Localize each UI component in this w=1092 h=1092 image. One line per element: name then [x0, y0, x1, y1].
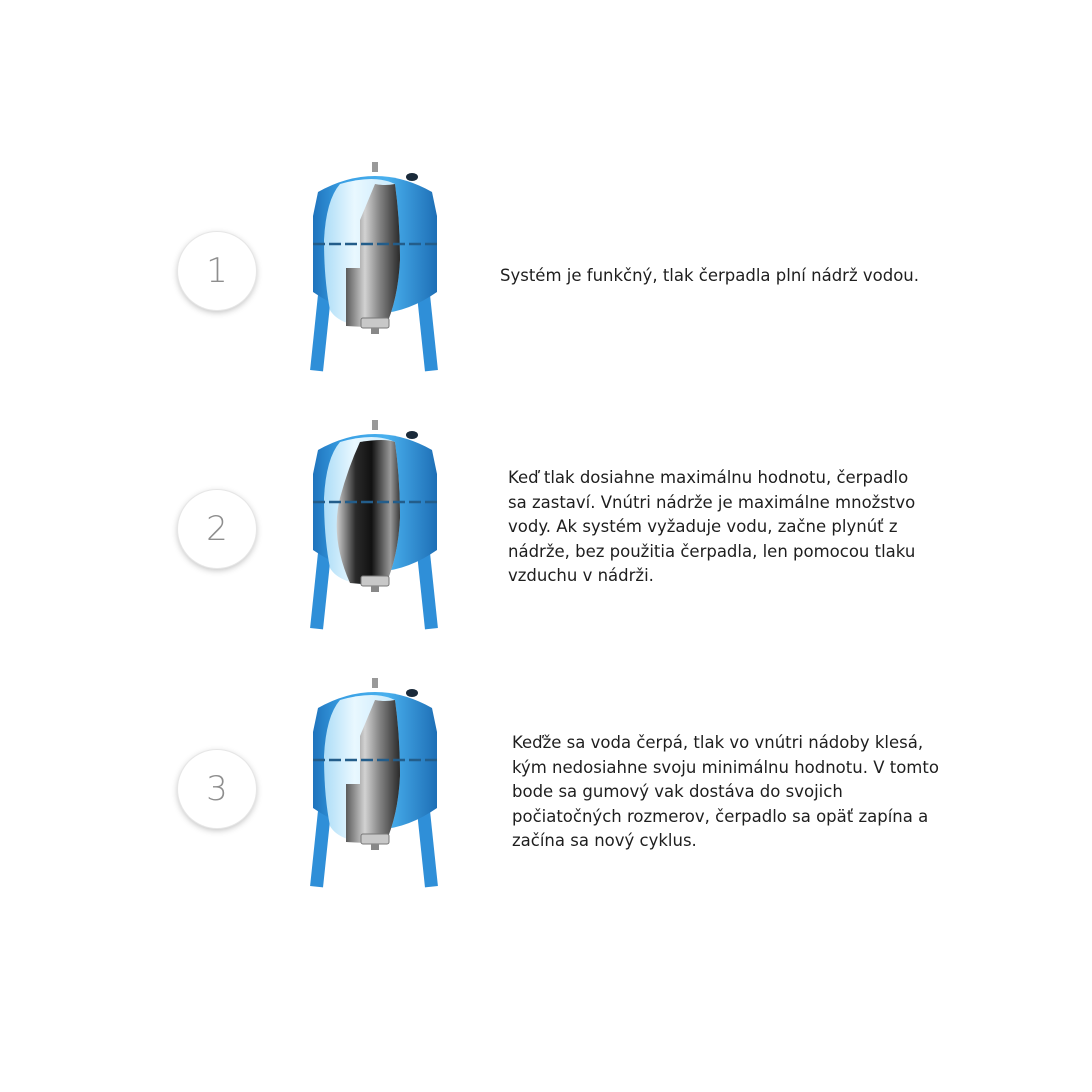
- step-description: Keďže sa voda čerpá, tlak vo vnútri nádoby klesá, kým nedosiahne svoju minimálnu hodnotu. V tomto bode sa gumový vak dostáva do svojich počiatočných rozmerov, čerpadlo sa opäť zapína a začína sa nový cyklus.: [512, 733, 939, 850]
- step-number-badge: [178, 232, 256, 310]
- tank-partial-illustration: [300, 676, 450, 891]
- step-number-badge: [178, 750, 256, 828]
- tank-full-illustration: [300, 418, 450, 633]
- step-number: 2: [206, 509, 228, 549]
- tank-partial-illustration: [300, 160, 450, 375]
- step-description: Keď tlak dosiahne maximálnu hodnotu, čerpadlo sa zastaví. Vnútri nádrže je maximálne množstvo vody. Ak systém vyžaduje vodu, začne plynúť z nádrže, bez použitia čerpadla, len pomocou tlaku vzduchu v nádrži.: [508, 468, 916, 585]
- step-description: Systém je funkčný, tlak čerpadla plní nádrž vodou.: [500, 266, 919, 285]
- step-3: [0, 676, 1092, 896]
- step-1: [0, 160, 1092, 380]
- step-number: 3: [206, 769, 228, 809]
- step-2: [0, 418, 1092, 638]
- step-number-badge: [178, 490, 256, 568]
- step-number: 1: [206, 251, 228, 291]
